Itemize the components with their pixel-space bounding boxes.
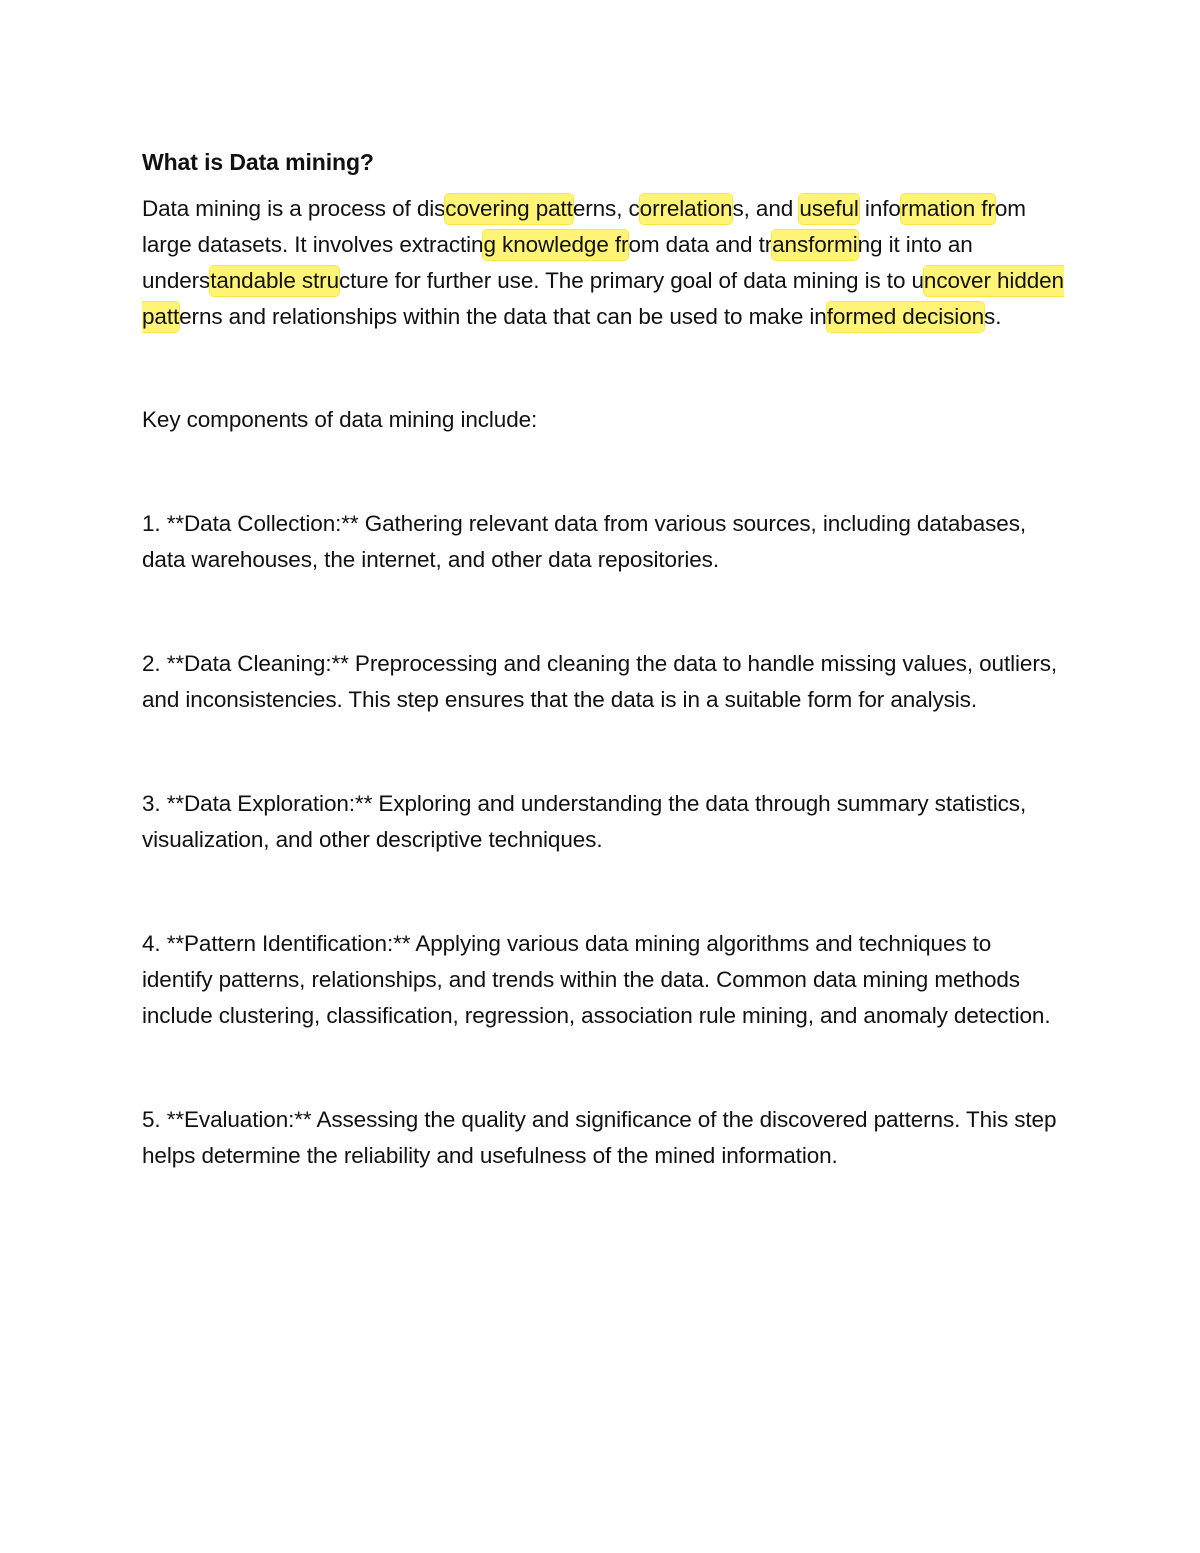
list-item: 5. **Evaluation:** Assessing the quality and significance of the discovered patterns. This step helps determine the reliability and usefulness of the mined information. bbox=[142, 1107, 1057, 1168]
intro-segment: erns and relationships within the data that can be used to make in bbox=[179, 304, 827, 329]
intro-segment: s. bbox=[984, 304, 1002, 329]
highlighted-text: tandable stru bbox=[210, 266, 339, 296]
highlighted-text: orrelation bbox=[640, 194, 733, 224]
intro-segment: cture for further use. The primary goal of data mining is to u bbox=[339, 268, 924, 293]
highlighted-text: covering patt bbox=[445, 194, 573, 224]
list-item: 4. **Pattern Identification:** Applying various data mining algorithms and techniques to identify patterns, relationships, and trends within the data. Common data mining methods include clustering, classification, regression, association rule mining, and anomaly detection. bbox=[142, 931, 1051, 1028]
intro-segment: ng it into an unders bbox=[142, 232, 973, 293]
highlighted-text: g knowledge fr bbox=[483, 230, 628, 260]
document-body bbox=[142, 142, 1067, 1174]
intro-paragraph bbox=[142, 191, 1067, 335]
highlighted-text: formed decision bbox=[827, 302, 984, 332]
intro-segment: info bbox=[858, 196, 901, 221]
highlighted-text: ansformi bbox=[772, 230, 857, 260]
list-item: 1. **Data Collection:** Gathering relevant data from various sources, including databases, data warehouses, the internet, and other data repositories. bbox=[142, 511, 1026, 572]
intro-segment: s, and bbox=[732, 196, 800, 221]
list-item: 2. **Data Cleaning:** Preprocessing and cleaning the data to handle missing values, outliers, and inconsistencies. This step ensures that the data is in a suitable form for analysis. bbox=[142, 651, 1058, 712]
intro-segment: om data and tr bbox=[628, 232, 773, 257]
intro-segment: erns, c bbox=[572, 196, 640, 221]
page-title: What is Data mining? bbox=[142, 149, 374, 175]
highlighted-text: ncover hidden patt bbox=[142, 266, 1064, 332]
list-item: 3. **Data Exploration:** Exploring and understanding the data through summary statistics, visualization, and other descriptive techniques. bbox=[142, 791, 1027, 852]
intro-segment: Data mining is a process of dis bbox=[142, 196, 446, 221]
highlighted-text: useful bbox=[799, 194, 858, 224]
highlighted-text: rmation fr bbox=[901, 194, 995, 224]
components-intro: Key components of data mining include: bbox=[142, 407, 538, 432]
intro-segment: om large datasets. It involves extractin bbox=[142, 196, 1026, 257]
